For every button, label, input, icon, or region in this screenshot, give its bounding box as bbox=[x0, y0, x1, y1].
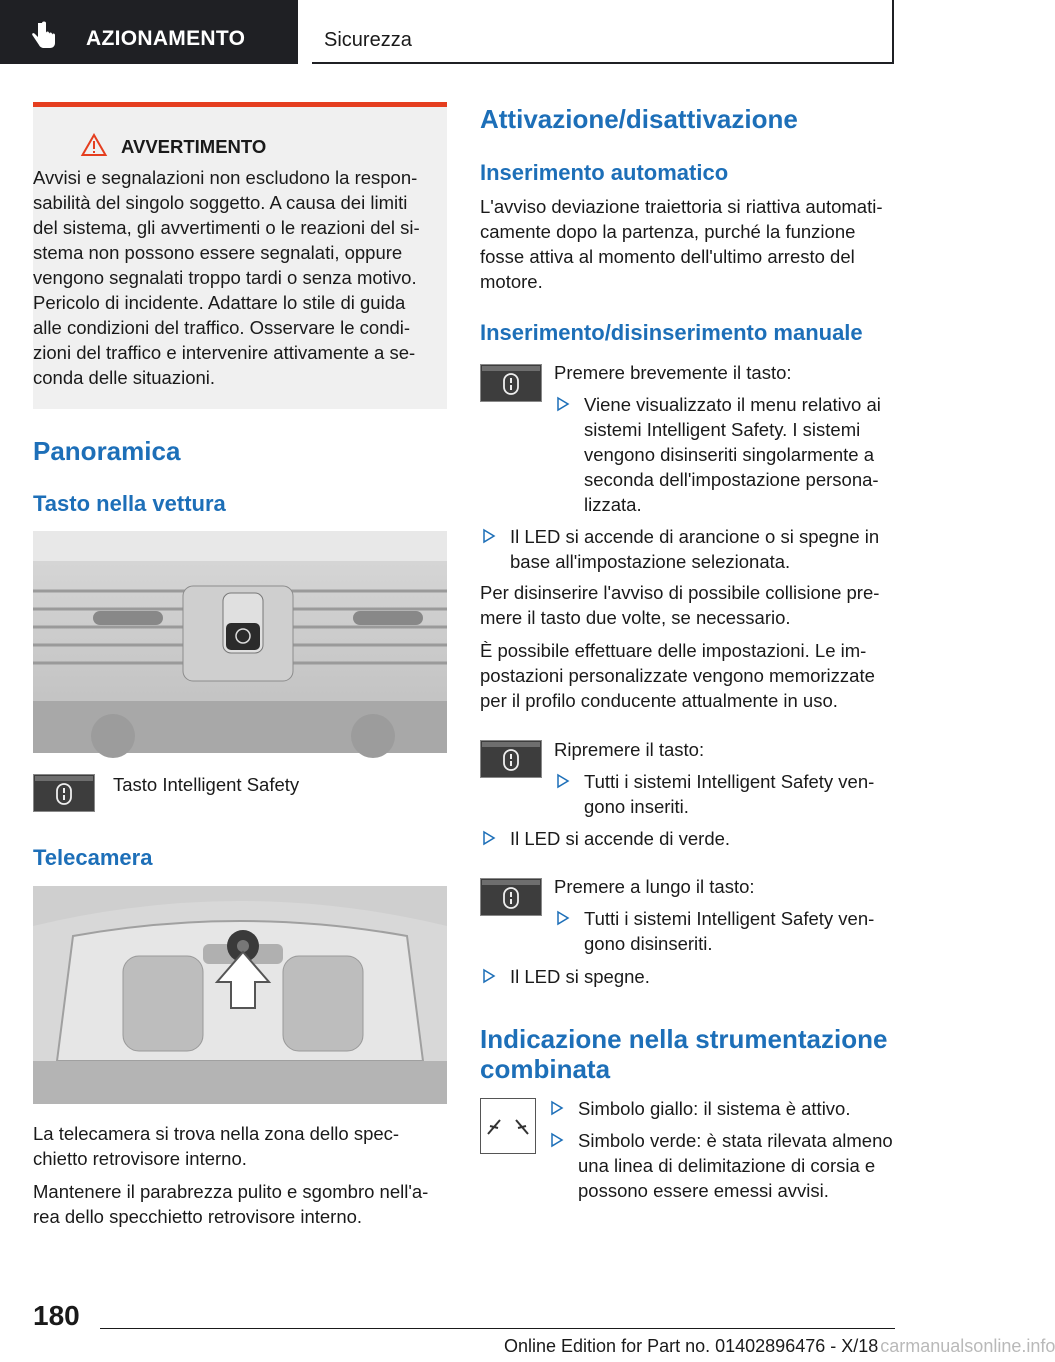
text-line: Tutti i sistemi Intelligent Safety ven- bbox=[584, 908, 875, 929]
text-line: seconda dell'impostazione persona- bbox=[584, 469, 879, 490]
warning-line: sabilità del singolo soggetto. A causa dei limiti bbox=[33, 192, 408, 213]
warning-line: stema non possono essere segnalati, oppure bbox=[33, 242, 403, 263]
text-line: Simbolo verde: è stata rilevata almeno bbox=[578, 1130, 893, 1151]
lane-departure-symbol-icon bbox=[480, 1098, 536, 1154]
bullet-triangle-icon bbox=[556, 774, 570, 788]
heading-telecamera: Telecamera bbox=[33, 845, 153, 870]
heading-inserimento-automatico: Inserimento automatico bbox=[480, 160, 729, 185]
press-again-label: Ripremere il tasto: bbox=[554, 739, 705, 760]
camera-paragraph-2 bbox=[33, 1179, 447, 1229]
text-line: Viene visualizzato il menu relativo ai bbox=[584, 394, 881, 415]
warning-line: conda delle situazioni. bbox=[33, 367, 216, 388]
text-line: Simbolo giallo: il sistema è attivo. bbox=[578, 1098, 851, 1119]
intelligent-safety-button-icon bbox=[480, 740, 542, 778]
text-line: mere il tasto due volte, se necessario. bbox=[480, 607, 791, 628]
text-line: camente dopo la partenza, purché la funzione bbox=[480, 221, 856, 242]
text-line: Il LED si accende di verde. bbox=[510, 828, 731, 849]
intelligent-safety-button-icon bbox=[33, 774, 95, 812]
auto-paragraph bbox=[480, 194, 900, 294]
heading-attivazione: Attivazione/disattivazione bbox=[480, 104, 798, 134]
heading-indicazione bbox=[480, 1024, 887, 1084]
text-line: gono disinseriti. bbox=[584, 933, 713, 954]
chapter-header bbox=[312, 0, 894, 64]
heading-line: combinata bbox=[480, 1054, 611, 1084]
intelligent-safety-button-icon bbox=[480, 878, 542, 916]
edition-text: Online Edition for Part no. 01402896476 - X/18 bbox=[504, 1336, 879, 1356]
bullet-triangle-icon bbox=[556, 397, 570, 411]
disable-paragraph bbox=[480, 580, 900, 630]
text-line: Mantenere il parabrezza pulito e sgombro nell'a- bbox=[33, 1181, 429, 1202]
warning-box bbox=[33, 102, 447, 409]
section-title: AZIONAMENTO bbox=[86, 27, 246, 50]
text-line: base all'impostazione selezionata. bbox=[510, 551, 791, 572]
warning-triangle-icon bbox=[81, 133, 107, 157]
heading-panoramica: Panoramica bbox=[33, 436, 181, 466]
text-line: fosse attiva al momento dell'ultimo arresto del bbox=[480, 246, 855, 267]
warning-line: Pericolo di incidente. Adattare lo stile di guida bbox=[33, 292, 406, 313]
warning-line: vengono segnalati troppo tardi o senza motivo. bbox=[33, 267, 417, 288]
chapter-title: Sicurezza bbox=[324, 29, 412, 51]
button-caption: Tasto Intelligent Safety bbox=[113, 774, 300, 795]
camera-photo bbox=[33, 886, 447, 1104]
heading-manuale: Inserimento/disinserimento manuale bbox=[480, 320, 863, 345]
bullet-triangle-icon bbox=[550, 1133, 564, 1147]
text-line: sistemi Intelligent Safety. I sistemi bbox=[584, 419, 861, 440]
warning-line: Avvisi e segnalazioni non escludono la respon- bbox=[33, 167, 418, 188]
page-number: 180 bbox=[33, 1300, 80, 1331]
text-line: L'avviso deviazione traiettoria si riattiva automati- bbox=[480, 196, 883, 217]
text-line: Il LED si spegne. bbox=[510, 966, 650, 987]
heading-tasto: Tasto nella vettura bbox=[33, 491, 226, 516]
warning-line: zioni del traffico e intervenire attivamente a se- bbox=[33, 342, 416, 363]
settings-paragraph bbox=[480, 638, 900, 713]
text-line: chietto retrovisore interno. bbox=[33, 1148, 247, 1169]
text-line: postazioni personalizzate vengono memorizzate bbox=[480, 665, 875, 686]
text-line: Tutti i sistemi Intelligent Safety ven- bbox=[584, 771, 875, 792]
text-line: possono essere emessi avvisi. bbox=[578, 1180, 829, 1201]
footer-edition bbox=[504, 1336, 1055, 1357]
text-line: vengono disinseriti singolarmente a bbox=[584, 444, 875, 465]
text-line: Per disinserire l'avviso di possibile collisione pre- bbox=[480, 582, 880, 603]
camera-paragraph-1 bbox=[33, 1121, 447, 1171]
text-line: per il profilo conducente attualmente in uso. bbox=[480, 690, 838, 711]
dashboard-button-photo bbox=[33, 531, 447, 753]
text-line: una linea di delimitazione di corsia e bbox=[578, 1155, 876, 1176]
text-line: rea dello specchietto retrovisore interno. bbox=[33, 1206, 363, 1227]
footer-divider bbox=[100, 1328, 895, 1329]
press-long-label: Premere a lungo il tasto: bbox=[554, 876, 755, 897]
press-short-label: Premere brevemente il tasto: bbox=[554, 362, 792, 383]
hand-pointer-icon bbox=[30, 20, 60, 50]
warning-line: del sistema, gli avvertimenti o le reazioni del si- bbox=[33, 217, 420, 238]
bullet-triangle-icon bbox=[482, 969, 496, 983]
watermark-text: carmanualsonline.info bbox=[880, 1336, 1055, 1356]
text-line: lizzata. bbox=[584, 494, 642, 515]
text-line: È possibile effettuare delle impostazioni. Le im- bbox=[480, 640, 867, 661]
warning-title: AVVERTIMENTO bbox=[121, 136, 267, 157]
text-line: gono inseriti. bbox=[584, 796, 689, 817]
text-line: La telecamera si trova nella zona dello spec- bbox=[33, 1123, 400, 1144]
bullet-triangle-icon bbox=[482, 831, 496, 845]
bullet-triangle-icon bbox=[556, 911, 570, 925]
text-line: motore. bbox=[480, 271, 543, 292]
section-tab bbox=[0, 0, 298, 64]
intelligent-safety-button-icon bbox=[480, 364, 542, 402]
warning-text bbox=[33, 165, 437, 390]
text-line: Il LED si accende di arancione o si spegne in bbox=[510, 526, 880, 547]
heading-line: Indicazione nella strumentazione bbox=[480, 1024, 888, 1054]
bullet-triangle-icon bbox=[550, 1101, 564, 1115]
warning-line: alle condizioni del traffico. Osservare le condi- bbox=[33, 317, 411, 338]
bullet-triangle-icon bbox=[482, 529, 496, 543]
